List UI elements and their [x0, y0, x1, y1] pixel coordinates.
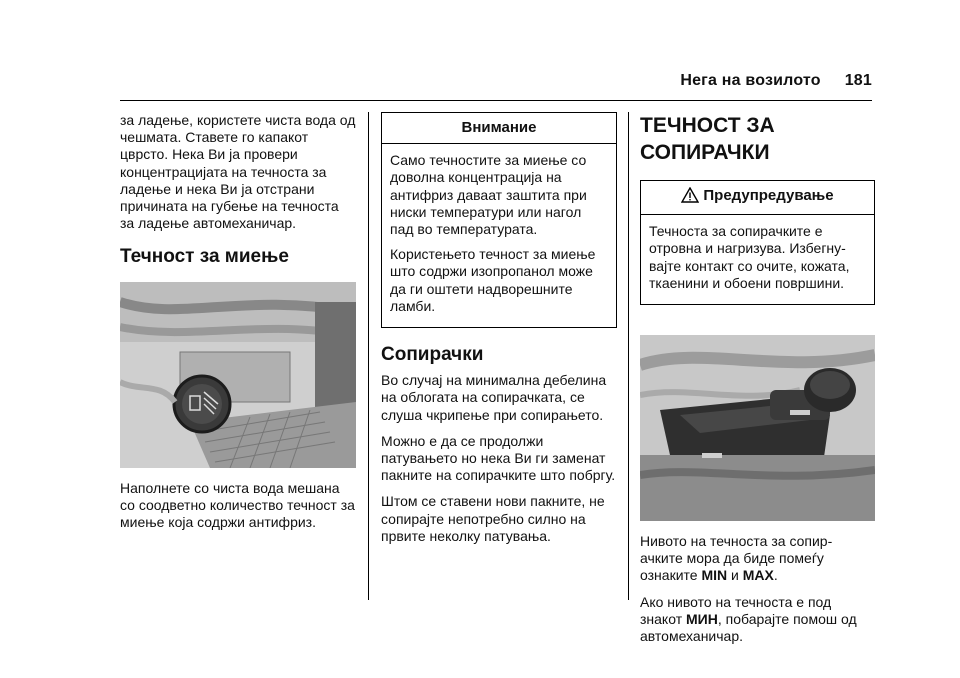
- notice-title: Внимание: [382, 113, 616, 144]
- washer-reservoir-photo: [120, 282, 356, 468]
- washer-fluid-caption: Наполнете со чиста вода мешана со соодветно количество течност за миење која содржи антифриз.: [120, 479, 355, 531]
- column-3: [640, 112, 875, 654]
- brake-fluid-heading: ТЕЧНОСТ ЗА СОПИРАЧКИ: [640, 114, 775, 164]
- warning-title: Предупредување: [703, 187, 834, 204]
- header-rule: [120, 100, 872, 101]
- column-divider-2: [628, 112, 629, 600]
- notice-paragraph-2: Користењето течност за миење што содржи изопропанол може да ги оштети надворешните ламби.: [390, 246, 596, 314]
- notice-paragraph-1: Само течностите за миење со доволна концентрација на антифриз даваат заштита при ниски температури или нагол пад во температурата.: [390, 152, 587, 238]
- warning-triangle-icon: [681, 187, 699, 207]
- header-title: Нега на возилото: [680, 72, 821, 89]
- brakes-paragraph-1: Во случај на минимална дебелина на облогата на сопирачката, се слуша чкрипење при сопирањето.: [381, 372, 607, 423]
- min-mark: MIN: [701, 567, 728, 584]
- min-cyrillic-mark: МИН: [686, 610, 718, 627]
- intro-paragraph: за ладење, користете чиста вода од чешмата. Ставете го капакот цврсто. Нека Ви ја провери концентрацијата на течноста за ладење и нека Ви ја отстрани причината на губење на течноста за ладење автомеханичар.: [120, 112, 356, 232]
- level-paragraph: Нивото на течноста за сопир- ачките мора да биде помеѓу ознаките MIN и MAX.: [640, 533, 833, 584]
- page-header: [680, 72, 872, 90]
- column-divider-1: [368, 112, 369, 600]
- page-number: 181: [844, 72, 872, 89]
- washer-fluid-heading: Течност за миење: [120, 246, 289, 268]
- low-level-paragraph: Ако нивото на течноста е под знакот МИН, побарајте помош од автомеханичар.: [640, 593, 857, 645]
- column-2: [381, 112, 617, 554]
- notice-box: [381, 112, 617, 328]
- column-1: [120, 112, 356, 540]
- warning-text: Течноста за сопирачките е отровна и нагризува. Избегну- вајте контакт со очите, кожата, ткаенини и обоени површини.: [649, 223, 850, 291]
- brakes-heading: Сопирачки: [381, 344, 484, 366]
- warning-title-row: [641, 181, 874, 215]
- brake-reservoir-photo: [640, 335, 875, 521]
- brakes-paragraph-2: Можно е да се продолжи патувањето но нека Ви ги заменат пакните на сопирачките што побргу.: [381, 432, 616, 484]
- max-mark: MAX: [742, 567, 774, 584]
- brakes-paragraph-3: Штом се ставени нови пакните, не сопирајте непотребно силно на првите неколку патувања.: [381, 493, 605, 544]
- warning-box: [640, 180, 875, 305]
